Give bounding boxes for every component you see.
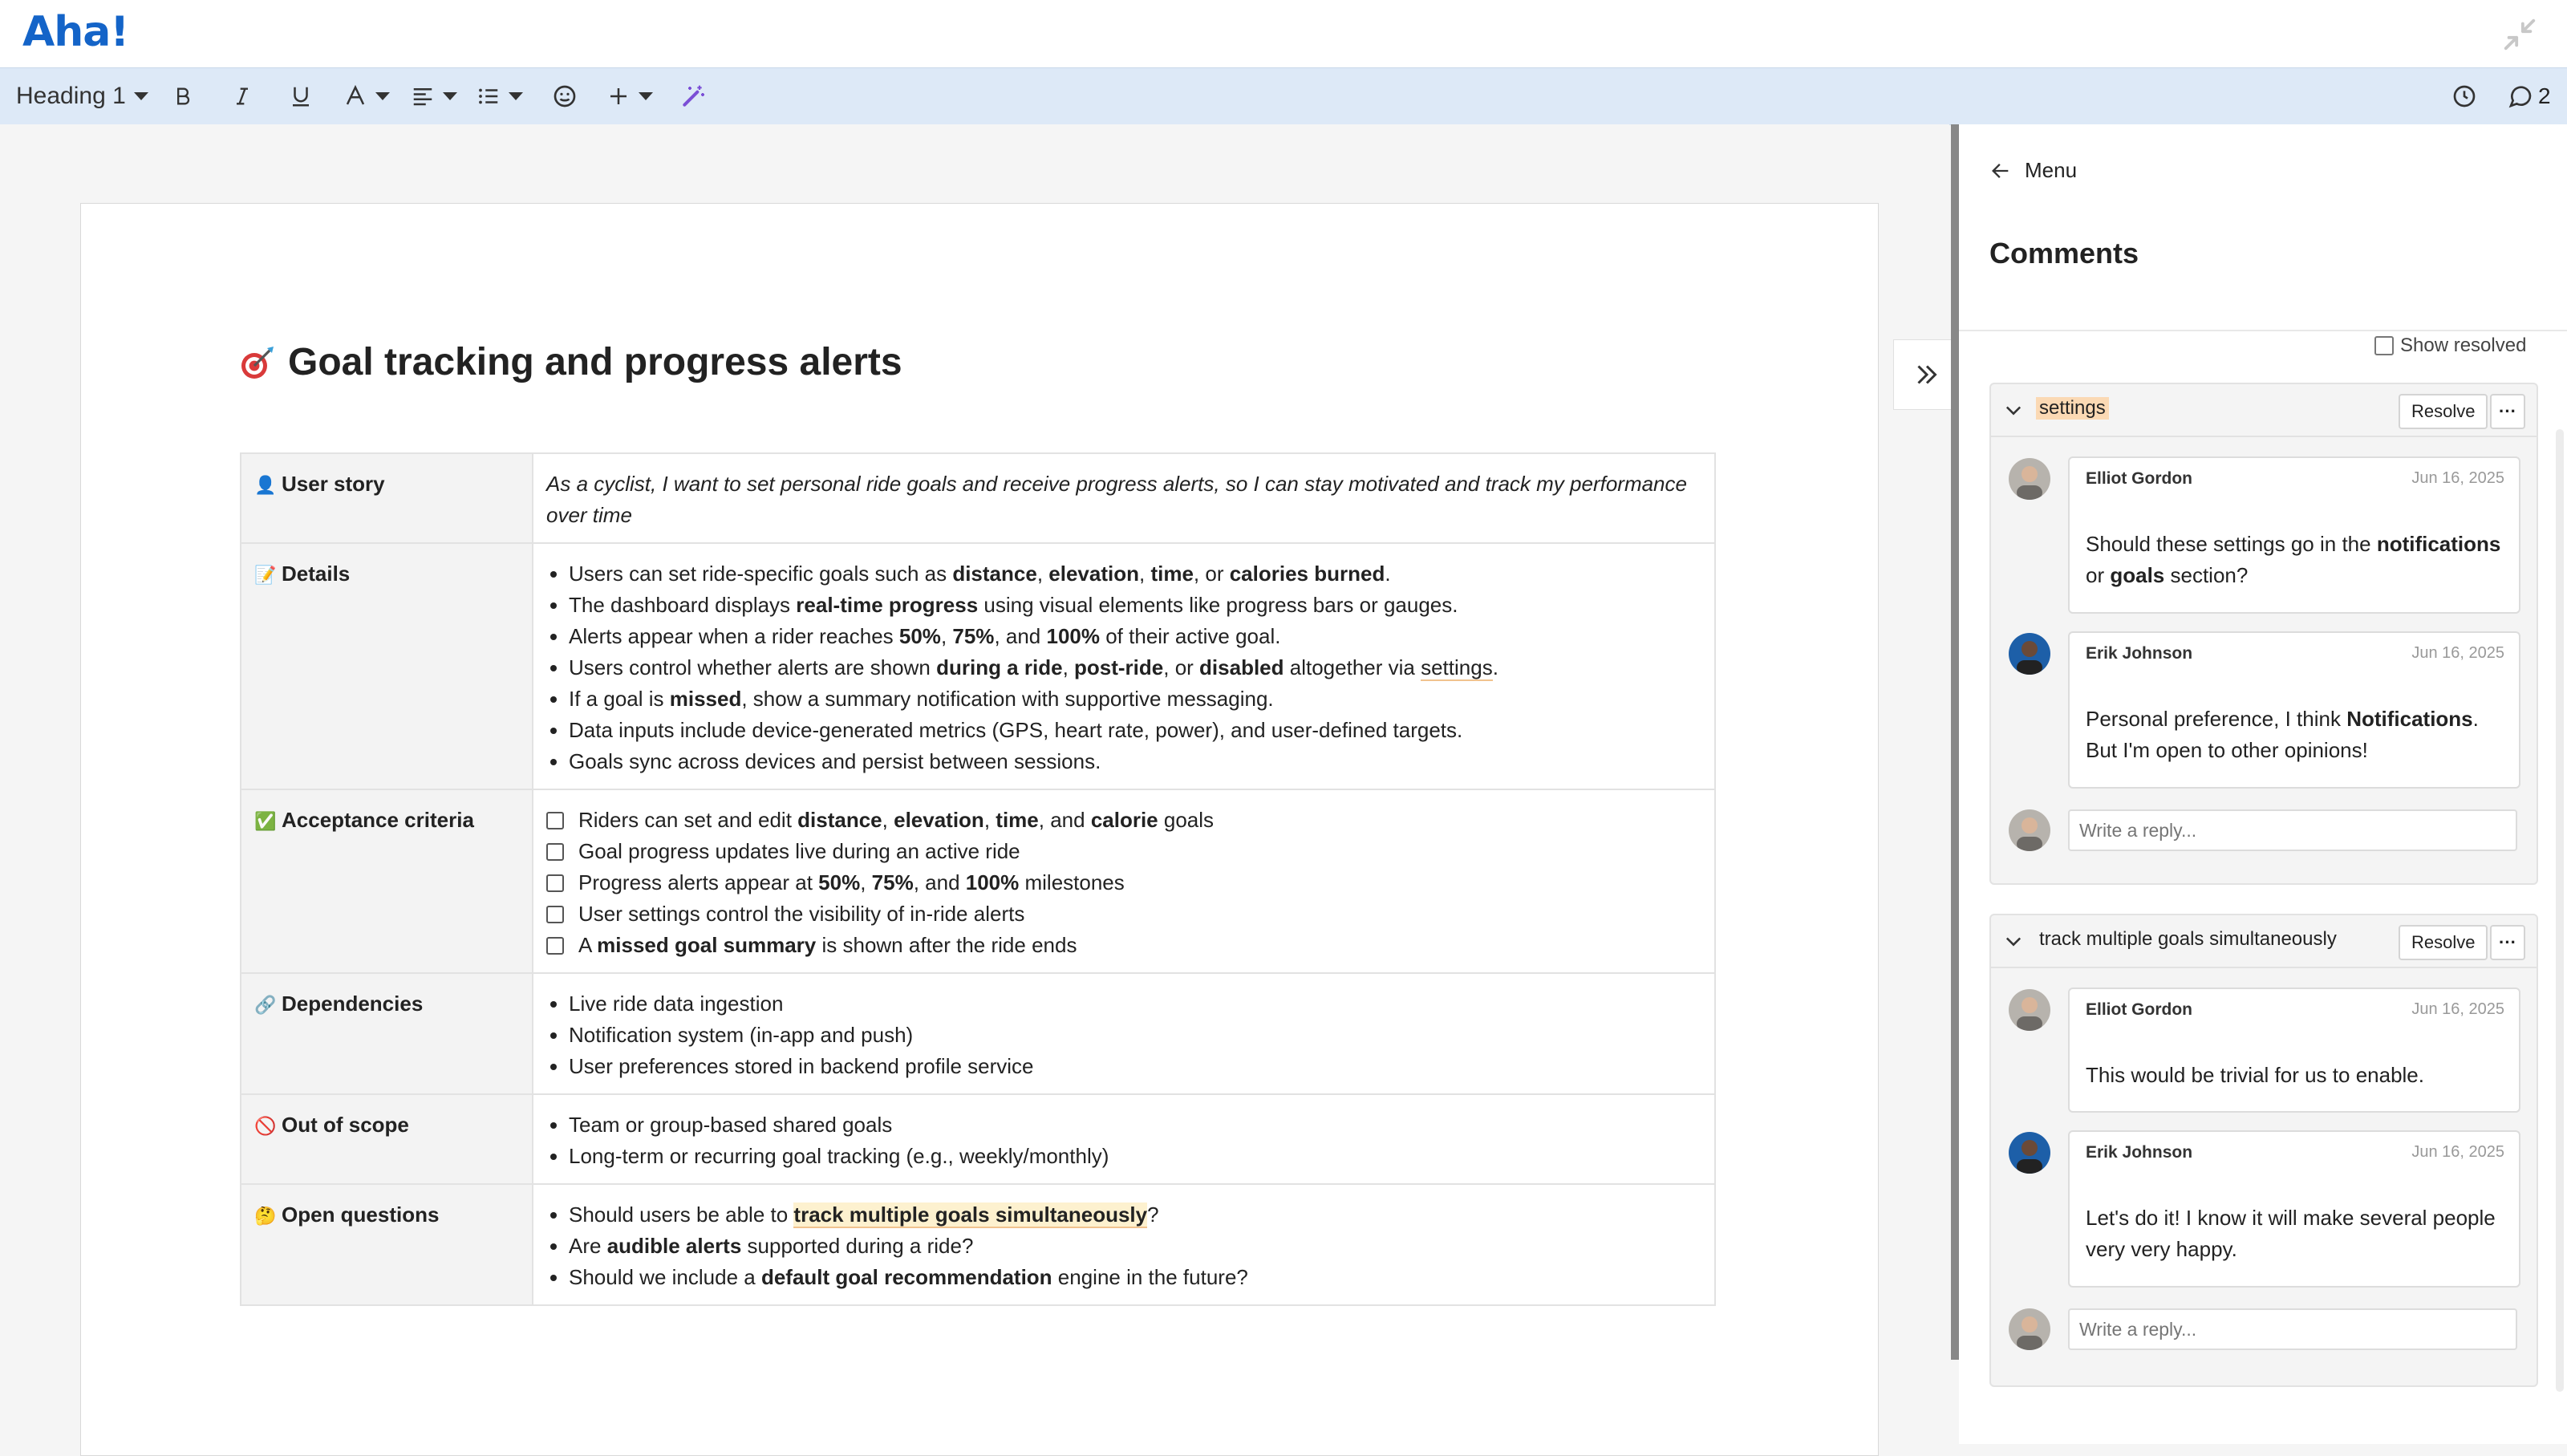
- avatar: [2009, 1132, 2050, 1174]
- memo-icon: 📝: [254, 565, 277, 585]
- list-item: • Data inputs include device-generated metrics (GPS, heart rate, power), and user-defined targets.: [569, 715, 1701, 746]
- editor-toolbar: [0, 67, 2567, 125]
- history-button[interactable]: [2451, 68, 2477, 124]
- avatar-erik-icon: [2009, 1132, 2050, 1174]
- avatar-elliot-icon: [2009, 989, 2050, 1031]
- divider: [1959, 330, 2567, 331]
- table-row: [241, 973, 1715, 1094]
- checklist-item[interactable]: Progress alerts appear at 50%, 75%, and 100% milestones: [546, 867, 1701, 898]
- thread-label[interactable]: track multiple goals simultaneously: [2039, 928, 2337, 950]
- chevron-down-icon: [443, 92, 457, 100]
- text-color-icon: [343, 84, 367, 108]
- arrow-left-icon: [1989, 160, 2012, 182]
- chevron-down-icon: [134, 92, 148, 100]
- comment-author: Erik Johnson: [2086, 644, 2193, 663]
- double-chevron-right-icon: [1912, 360, 1941, 389]
- comments-toggle[interactable]: [2508, 68, 2551, 124]
- checkbox[interactable]: [546, 843, 564, 861]
- avatar-erik-icon: [2009, 633, 2050, 675]
- checklist-item[interactable]: A missed goal summary is shown after the ride ends: [546, 930, 1701, 961]
- comment-bubble-icon: [2508, 83, 2533, 109]
- thread-label[interactable]: settings: [2036, 397, 2109, 420]
- user-story-table: [240, 452, 1716, 1306]
- row-label: 🔗 Dependencies: [241, 973, 533, 1094]
- checklist-item[interactable]: Riders can set and edit distance, elevation, time, and calorie goals: [546, 805, 1701, 836]
- out-of-scope-list[interactable]: [533, 1094, 1715, 1184]
- chevron-down-icon: [509, 92, 523, 100]
- table-row: [241, 453, 1715, 543]
- comment-body: Let's do it! I know it will make several people very very happy.: [2086, 1206, 2496, 1261]
- align-button[interactable]: [411, 68, 457, 124]
- italic-button[interactable]: [231, 68, 253, 124]
- row-label: 🤔 Open questions: [241, 1184, 533, 1305]
- collapse-sidebar-button[interactable]: [1893, 339, 1960, 410]
- check-mark-icon: ✅: [254, 811, 277, 831]
- comments-panel: [1959, 124, 2567, 1444]
- emoji-button[interactable]: [552, 68, 578, 124]
- comment-body: Should these settings go in the notifications or goals section?: [2086, 532, 2501, 587]
- checkbox[interactable]: [546, 812, 564, 829]
- thread-header: [1991, 384, 2537, 437]
- plus-icon: [606, 84, 631, 108]
- comment-card: [2068, 1130, 2520, 1288]
- list-button[interactable]: [476, 68, 523, 124]
- bold-button[interactable]: [172, 68, 194, 124]
- bold-icon: [172, 84, 194, 108]
- comment-highlight[interactable]: settings: [1421, 655, 1493, 679]
- panel-scrollbar[interactable]: [2556, 429, 2564, 1392]
- page-title[interactable]: [238, 340, 902, 384]
- avatar-current-user-icon: [2009, 809, 2050, 851]
- comment-count: 2: [2538, 83, 2551, 108]
- list-item: • If a goal is missed, show a summary notification with supportive messaging.: [569, 683, 1701, 715]
- comment-card: [2068, 988, 2520, 1113]
- list-item: • Are audible alerts supported during a ride?: [569, 1231, 1701, 1262]
- checklist-item[interactable]: User settings control the visibility of in-ride alerts: [546, 898, 1701, 930]
- row-label: 📝 Details: [241, 543, 533, 789]
- chevron-down-icon: [375, 92, 390, 100]
- avatar: [2009, 458, 2050, 500]
- table-row: [241, 1094, 1715, 1184]
- collapse-icon[interactable]: [2501, 16, 2538, 53]
- thinking-face-icon: 🤔: [254, 1206, 277, 1226]
- avatar: [2009, 989, 2050, 1031]
- comment-author: Elliot Gordon: [2086, 469, 2192, 488]
- prohibited-icon: 🚫: [254, 1116, 277, 1136]
- list-item: • The dashboard displays real-time progress using visual elements like progress bars or gauges.: [569, 590, 1701, 621]
- list-item: • Users control whether alerts are shown during a ride, post-ride, or disabled altogether via settings.: [569, 652, 1701, 683]
- heading-select[interactable]: [16, 68, 148, 124]
- aha-logo[interactable]: Aha!: [22, 8, 129, 56]
- comment-body: Personal preference, I think Notifications. But I'm open to other opinions!: [2086, 707, 2479, 762]
- list-item: • Live ride data ingestion: [569, 988, 1701, 1020]
- heading-select-label: Heading 1: [16, 83, 126, 109]
- avatar-current-user-icon: [2009, 1308, 2050, 1350]
- more-options-button[interactable]: ···: [2490, 925, 2525, 960]
- reply-input[interactable]: [2068, 1308, 2517, 1350]
- comment-author: Erik Johnson: [2086, 1143, 2193, 1162]
- underline-button[interactable]: [289, 68, 313, 124]
- avatar: [2009, 1308, 2050, 1350]
- avatar: [2009, 809, 2050, 851]
- insert-button[interactable]: [606, 68, 653, 124]
- comment-thread: [1989, 914, 2538, 1387]
- comment-author: Elliot Gordon: [2086, 1000, 2192, 1019]
- checkbox[interactable]: [546, 937, 564, 955]
- details-list[interactable]: [533, 543, 1715, 789]
- underline-icon: [289, 84, 313, 108]
- comment-date: Jun 16, 2025: [2411, 1143, 2504, 1161]
- list-item: • Long-term or recurring goal tracking (e.g., weekly/monthly): [569, 1141, 1701, 1172]
- list-item: • Should users be able to track multiple goals simultaneously?: [569, 1199, 1701, 1231]
- reply-input[interactable]: [2068, 809, 2517, 851]
- row-label: 🚫 Out of scope: [241, 1094, 533, 1184]
- checkbox[interactable]: [546, 874, 564, 892]
- target-icon: [238, 343, 277, 382]
- list-item: • Should we include a default goal recommendation engine in the future?: [569, 1262, 1701, 1293]
- document-area: [0, 124, 1949, 1444]
- table-row: [241, 789, 1715, 973]
- clock-icon: [2451, 83, 2477, 109]
- row-label: 👤 User story: [241, 453, 533, 543]
- avatar: [2009, 633, 2050, 675]
- italic-icon: [231, 84, 253, 108]
- link-icon: 🔗: [254, 995, 277, 1015]
- align-left-icon: [411, 84, 435, 108]
- smiley-icon: [552, 83, 578, 109]
- comment-date: Jun 16, 2025: [2411, 1000, 2504, 1018]
- acceptance-checklist: [533, 789, 1715, 973]
- table-row: [241, 1184, 1715, 1305]
- open-questions-list[interactable]: [533, 1184, 1715, 1305]
- list-item: • Team or group-based shared goals: [569, 1109, 1701, 1141]
- page-title-text: Goal tracking and progress alerts: [288, 341, 902, 383]
- comment-body: This would be trivial for us to enable.: [2086, 1063, 2424, 1087]
- user-story-text[interactable]: As a cyclist, I want to set personal ride goals and receive progress alerts, so I can stay motivated and track my performance over time: [533, 453, 1715, 543]
- checklist-item[interactable]: Goal progress updates live during an active ride: [546, 836, 1701, 867]
- list-item: • User preferences stored in backend profile service: [569, 1051, 1701, 1082]
- list-item: • Goals sync across devices and persist between sessions.: [569, 746, 1701, 777]
- chevron-down-icon: [639, 92, 653, 100]
- show-resolved-toggle[interactable]: Show resolved: [2374, 335, 2526, 357]
- chevron-down-icon[interactable]: [2002, 399, 2025, 421]
- row-label: ✅ Acceptance criteria: [241, 789, 533, 973]
- comment-thread: [1989, 383, 2538, 885]
- menu-back-link[interactable]: Menu: [1989, 158, 2077, 183]
- comment-highlight[interactable]: track multiple goals simultaneously: [793, 1203, 1148, 1227]
- list-item: • Users can set ride-specific goals such as distance, elevation, time, or calories burned.: [569, 558, 1701, 590]
- avatar-elliot-icon: [2009, 458, 2050, 500]
- dependencies-list[interactable]: [533, 973, 1715, 1094]
- show-resolved-checkbox[interactable]: [2374, 336, 2394, 355]
- document-page: [80, 203, 1879, 1456]
- comment-card: [2068, 631, 2520, 789]
- comment-date: Jun 16, 2025: [2411, 469, 2504, 487]
- list-item: • Notification system (in-app and push): [569, 1020, 1701, 1051]
- comment-date: Jun 16, 2025: [2411, 644, 2504, 662]
- panel-resize-handle[interactable]: [1951, 124, 1959, 1360]
- thread-header: [1991, 915, 2537, 968]
- resolve-button[interactable]: Resolve: [2399, 394, 2488, 429]
- magic-wand-icon: [680, 83, 706, 109]
- list-item: • Alerts appear when a rider reaches 50%, 75%, and 100% of their active goal.: [569, 621, 1701, 652]
- more-options-button[interactable]: ···: [2490, 394, 2525, 429]
- ai-assist-button[interactable]: [680, 68, 706, 124]
- panel-title: Comments: [1989, 237, 2139, 270]
- user-icon: 👤: [254, 475, 277, 495]
- resolve-button[interactable]: Resolve: [2399, 925, 2488, 960]
- checkbox[interactable]: [546, 906, 564, 923]
- bullet-list-icon: [476, 84, 501, 108]
- top-bar: [0, 0, 2567, 67]
- chevron-down-icon[interactable]: [2002, 930, 2025, 952]
- table-row: [241, 543, 1715, 789]
- text-color-button[interactable]: [343, 68, 390, 124]
- comment-card: [2068, 456, 2520, 614]
